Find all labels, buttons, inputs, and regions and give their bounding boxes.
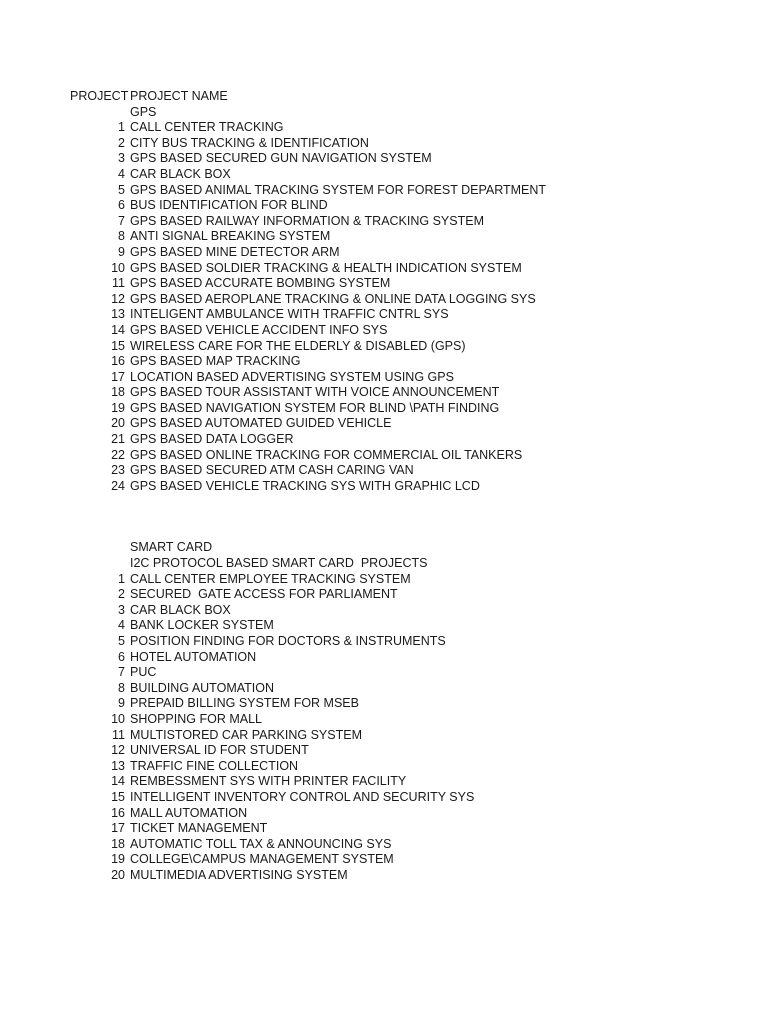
project-number: 24 — [111, 478, 125, 493]
project-number: 5 — [118, 182, 125, 197]
project-number: 3 — [118, 151, 125, 166]
project-name: GPS BASED TOUR ASSISTANT WITH VOICE ANNOUNCEMENT — [130, 385, 500, 400]
project-name: GPS BASED MINE DETECTOR ARM — [130, 244, 340, 259]
project-number: 3 — [118, 602, 125, 617]
project-sheet — [0, 89, 768, 884]
project-name: GPS BASED SECURED ATM CASH CARING VAN — [130, 463, 414, 478]
project-number: 8 — [118, 229, 125, 244]
project-row — [0, 681, 768, 697]
row-number — [0, 105, 130, 121]
project-row — [0, 587, 768, 603]
project-number: 21 — [111, 432, 125, 447]
project-row — [0, 837, 768, 853]
project-name: GPS BASED ONLINE TRACKING FOR COMMERCIAL OIL TANKERS — [130, 447, 523, 462]
project-name: INTELIGENT AMBULANCE WITH TRAFFIC CNTRL SYS — [130, 307, 449, 322]
project-row — [0, 167, 768, 183]
project-number: 16 — [111, 805, 125, 820]
project-name: GPS BASED VEHICLE TRACKING SYS WITH GRAPHIC LCD — [130, 478, 480, 493]
project-row — [0, 634, 768, 650]
project-row — [0, 448, 768, 464]
project-number: 17 — [111, 369, 125, 384]
project-number: 6 — [118, 649, 125, 664]
project-sections — [0, 105, 768, 884]
project-number: 10 — [111, 711, 125, 726]
section-gap — [0, 494, 768, 540]
project-row — [0, 463, 768, 479]
row-number — [0, 556, 130, 572]
project-number: 4 — [118, 618, 125, 633]
project-name: GPS BASED AUTOMATED GUIDED VEHICLE — [130, 416, 392, 431]
project-number: 22 — [111, 447, 125, 462]
project-name: GPS BASED NAVIGATION SYSTEM FOR BLIND \PATH FINDING — [130, 400, 500, 415]
project-row — [0, 214, 768, 230]
project-name: GPS BASED DATA LOGGER — [130, 432, 294, 447]
section-category: SMART CARD — [130, 540, 213, 555]
project-name: UNIVERSAL ID FOR STUDENT — [130, 743, 309, 758]
project-number: 2 — [118, 587, 125, 602]
project-row — [0, 385, 768, 401]
project-row — [0, 618, 768, 634]
project-number: 8 — [118, 680, 125, 695]
project-row — [0, 323, 768, 339]
project-row — [0, 183, 768, 199]
project-number: 10 — [111, 260, 125, 275]
project-name: BUILDING AUTOMATION — [130, 680, 275, 695]
project-number: 15 — [111, 338, 125, 353]
project-number: 13 — [111, 307, 125, 322]
project-name: BANK LOCKER SYSTEM — [130, 618, 274, 633]
project-number: 19 — [111, 400, 125, 415]
project-name: INTELLIGENT INVENTORY CONTROL AND SECURITY SYS — [130, 789, 475, 804]
project-row — [0, 603, 768, 619]
project-number: 11 — [112, 727, 125, 742]
project-name: CITY BUS TRACKING & IDENTIFICATION — [130, 135, 369, 150]
project-name: MALL AUTOMATION — [130, 805, 248, 820]
project-name: TICKET MANAGEMENT — [130, 821, 268, 836]
project-name: CAR BLACK BOX — [130, 166, 231, 181]
project-name: REMBESSMENT SYS WITH PRINTER FACILITY — [130, 774, 407, 789]
project-row — [0, 339, 768, 355]
project-row — [0, 354, 768, 370]
project-row — [0, 743, 768, 759]
project-number: 20 — [111, 867, 125, 882]
project-row — [0, 136, 768, 152]
project-row — [0, 401, 768, 417]
project-row — [0, 759, 768, 775]
project-row — [0, 276, 768, 292]
project-number: 20 — [111, 416, 125, 431]
project-number: 18 — [111, 836, 125, 851]
project-row — [0, 790, 768, 806]
project-name: GPS BASED RAILWAY INFORMATION & TRACKING SYSTEM — [130, 213, 484, 228]
project-name: GPS BASED MAP TRACKING — [130, 354, 301, 369]
project-number: 2 — [118, 135, 125, 150]
project-number: 13 — [111, 758, 125, 773]
project-name: POSITION FINDING FOR DOCTORS & INSTRUMENTS — [130, 634, 446, 648]
project-name: ANTI SIGNAL BREAKING SYSTEM — [130, 229, 331, 244]
project-name: GPS BASED SECURED GUN NAVIGATION SYSTEM — [130, 151, 432, 166]
project-row — [0, 572, 768, 588]
project-number: 5 — [118, 634, 125, 648]
project-name: MULTISTORED CAR PARKING SYSTEM — [130, 727, 362, 742]
project-row — [0, 432, 768, 448]
project-row — [0, 868, 768, 884]
project-row — [0, 151, 768, 167]
project-number: 9 — [118, 696, 125, 711]
project-number: 9 — [118, 244, 125, 259]
project-number: 14 — [111, 774, 125, 789]
project-name: SECURED GATE ACCESS FOR PARLIAMENT — [130, 587, 398, 602]
project-row — [0, 245, 768, 261]
project-number: 14 — [111, 322, 125, 337]
project-row — [0, 479, 768, 495]
project-row — [0, 229, 768, 245]
project-row — [0, 712, 768, 728]
section-subtitle: I2C PROTOCOL BASED SMART CARD PROJECTS — [130, 556, 428, 571]
project-name: GPS BASED AEROPLANE TRACKING & ONLINE DATA LOGGING SYS — [130, 291, 536, 306]
section-category-row — [0, 105, 768, 121]
project-number: 7 — [118, 665, 125, 680]
project-number: 1 — [118, 120, 125, 135]
project-name: HOTEL AUTOMATION — [130, 649, 257, 664]
project-row — [0, 821, 768, 837]
project-row — [0, 728, 768, 744]
project-name: CALL CENTER TRACKING — [130, 120, 284, 135]
project-name: COLLEGE\CAMPUS MANAGEMENT SYSTEM — [130, 852, 394, 867]
project-row — [0, 852, 768, 868]
project-name: GPS BASED ACCURATE BOMBING SYSTEM — [130, 276, 391, 291]
row-number — [0, 540, 130, 556]
project-row — [0, 198, 768, 214]
project-number: 18 — [111, 385, 125, 400]
project-number: 19 — [111, 852, 125, 867]
project-number: 15 — [111, 789, 125, 804]
project-name-column-header: PROJECT NAME — [130, 89, 228, 103]
project-name: PREPAID BILLING SYSTEM FOR MSEB — [130, 696, 359, 711]
project-name: CALL CENTER EMPLOYEE TRACKING SYSTEM — [130, 571, 411, 586]
section-category-row — [0, 540, 768, 556]
project-row — [0, 370, 768, 386]
project-number: 12 — [111, 291, 125, 306]
project-row — [0, 665, 768, 681]
project-name: MULTIMEDIA ADVERTISING SYSTEM — [130, 867, 348, 882]
section-category: GPS — [130, 104, 157, 119]
project-name: GPS BASED ANIMAL TRACKING SYSTEM FOR FOREST DEPARTMENT — [130, 182, 547, 197]
project-name: CAR BLACK BOX — [130, 602, 231, 617]
project-name: TRAFFIC FINE COLLECTION — [130, 758, 299, 773]
project-number: 16 — [111, 354, 125, 369]
project-number: 7 — [118, 213, 125, 228]
project-name: PUC — [130, 665, 157, 680]
project-name: BUS IDENTIFICATION FOR BLIND — [130, 198, 328, 213]
project-row — [0, 120, 768, 136]
project-row — [0, 416, 768, 432]
section-subtitle-row — [0, 556, 768, 572]
project-row — [0, 806, 768, 822]
project-number: 11 — [112, 276, 125, 291]
project-row — [0, 650, 768, 666]
project-name: GPS BASED SOLDIER TRACKING & HEALTH INDICATION SYSTEM — [130, 260, 522, 275]
project-number: 1 — [118, 571, 125, 586]
project-name: GPS BASED VEHICLE ACCIDENT INFO SYS — [130, 322, 388, 337]
project-row — [0, 292, 768, 308]
project-column-header: PROJECT — [70, 89, 129, 103]
project-row — [0, 307, 768, 323]
project-name: AUTOMATIC TOLL TAX & ANNOUNCING SYS — [130, 836, 392, 851]
project-number: 4 — [118, 166, 125, 181]
project-row — [0, 774, 768, 790]
project-row — [0, 261, 768, 277]
header-row — [0, 89, 768, 105]
project-name: LOCATION BASED ADVERTISING SYSTEM USING GPS — [130, 369, 454, 384]
project-number: 23 — [111, 463, 125, 478]
project-number: 6 — [118, 198, 125, 213]
project-name: SHOPPING FOR MALL — [130, 711, 262, 726]
project-name: WIRELESS CARE FOR THE ELDERLY & DISABLED (GPS) — [130, 338, 466, 353]
project-number: 17 — [111, 821, 125, 836]
project-row — [0, 696, 768, 712]
project-number: 12 — [111, 743, 125, 758]
